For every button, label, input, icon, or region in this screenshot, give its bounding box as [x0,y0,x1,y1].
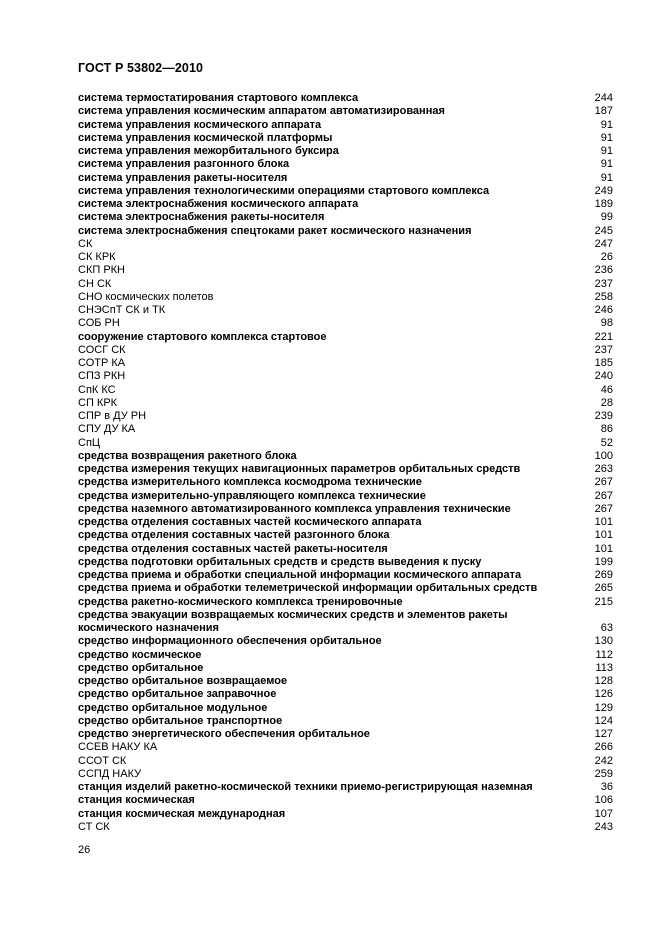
index-page-ref: 112 [595,648,613,661]
index-entry [78,529,613,542]
index-entry [78,649,613,662]
index-page-ref: 98 [600,317,613,330]
index-term: система управления разгонного блока [78,158,290,171]
index-page-ref: 86 [600,423,613,436]
index-page-ref: 101 [594,516,613,528]
index-term: СпК КС [78,383,116,396]
index-page-ref: 236 [594,264,613,277]
index-entry [78,437,613,450]
index-term: СНЭСпТ СК и ТК [78,304,166,316]
index-page-ref: 128 [594,675,613,687]
index-term: ССЕВ НАКУ КА [78,741,158,754]
index-entry [78,821,613,834]
index-page-ref: 100 [594,449,613,462]
index-entry [78,384,613,397]
index-page-ref: 259 [594,767,613,780]
index-term: система электроснабжения космического аппарата [78,198,359,210]
index-page-ref: 129 [594,701,613,714]
index-entry [78,728,613,741]
index-term: средство орбитальное заправочное [78,688,277,701]
index-page-ref: 52 [600,436,613,449]
index-page-ref: 249 [594,184,613,197]
index-entry [78,317,613,330]
index-page-ref: 263 [594,463,613,475]
index-page-ref: 107 [594,807,613,820]
index-page-ref: 91 [600,131,613,144]
index-page-ref: 126 [594,688,613,701]
index-entry [78,278,613,291]
index-page-ref: 185 [594,357,613,369]
index-entry [78,397,613,410]
index-entry [78,768,613,781]
index-entry [78,662,613,675]
index-page-ref: 237 [594,277,613,290]
index-term: средства приема и обработки специальной информации космического аппарата [78,569,522,581]
index-page-ref: 91 [600,118,613,131]
index-page-ref: 242 [594,754,613,767]
index-term: система управления ракеты-носителя [78,171,288,184]
index-entry [78,582,613,595]
index-entry [78,119,613,132]
index-entry [78,92,613,105]
index-term: средства отделения составных частей разгонного блока [78,529,390,542]
index-page-ref: 101 [594,542,613,555]
index-entry [78,635,613,648]
index-entry [78,596,613,609]
index-page-ref: 237 [594,343,613,356]
index-entry [78,609,613,636]
index-entry [78,357,613,370]
index-entry [78,503,613,516]
index-term: средства отделения составных частей космического аппарата [78,516,422,528]
index-page-ref: 106 [594,794,613,807]
index-page-ref: 99 [600,211,613,224]
index-term: средства измерительно-управляющего комплекса технические [78,489,426,502]
index-term: средства эвакуации возвращаемых космических средств и элементов ракеты космического назначения [78,608,508,634]
index-term: СПУ ДУ КА [78,423,136,436]
index-term: средства возвращения ракетного блока [78,449,297,462]
index-page-ref: 266 [594,741,613,754]
index-page-ref: 91 [600,145,613,157]
index-term: СК [78,237,93,250]
index-term: средство космическое [78,648,202,661]
index-entry [78,172,613,185]
index-entry [78,423,613,436]
index-entry [78,185,613,198]
index-term: СОСГ СК [78,343,126,356]
index-entry [78,331,613,344]
index-page-ref: 26 [600,251,613,263]
index-entry [78,198,613,211]
index-entry [78,450,613,463]
index-entry [78,304,613,317]
index-page-ref: 267 [594,476,613,489]
index-term: средство орбитальное транспортное [78,714,283,727]
index-entry [78,808,613,821]
index-term: система управления космической платформы [78,131,333,144]
index-term: система управления межорбитального буксира [78,145,339,157]
index-entry [78,556,613,569]
index-term: система электроснабжения ракеты-носителя [78,211,325,224]
index-term: СКП РКН [78,264,126,277]
index-page-ref: 28 [600,396,613,409]
index-page-ref: 46 [600,383,613,396]
index-page-ref: 127 [594,728,613,740]
index-page-ref: 239 [594,410,613,422]
index-page-ref: 221 [594,330,613,343]
index-entry [78,344,613,357]
index-entry [78,675,613,688]
index-page-ref: 124 [594,714,613,727]
index-term: ССПД НАКУ [78,767,142,780]
index-entry [78,476,613,489]
index-entry [78,158,613,171]
index-page-ref: 247 [594,237,613,250]
index-page-ref: 36 [600,781,613,793]
index-page-ref: 130 [594,635,613,648]
index-term: средство орбитальное возвращаемое [78,675,288,687]
index-term: средства приема и обработки телеметрической информации орбитальных средств [78,582,538,595]
page-number: 26 [78,844,91,856]
index-term: средства измерения текущих навигационных параметров орбитальных средств [78,463,521,475]
index-term: станция космическая [78,794,195,807]
index-term: средство орбитальное модульное [78,701,268,714]
index-page-ref: 245 [594,224,613,237]
index-term: система управления технологическими операциями стартового комплекса [78,184,490,197]
index-entry [78,794,613,807]
index-entry [78,225,613,238]
index-term: СК КРК [78,251,116,263]
index-entry [78,145,613,158]
index-page-ref: 91 [600,158,613,171]
index-entry [78,291,613,304]
index-entry [78,741,613,754]
index-list [78,92,613,834]
index-term: система термостатирования стартового комплекса [78,92,359,104]
index-page-ref: 267 [594,502,613,515]
index-page-ref: 258 [594,290,613,303]
index-page-ref: 113 [595,661,613,674]
index-entry [78,463,613,476]
index-entry [78,251,613,264]
index-term: станция космическая международная [78,807,286,820]
index-entry [78,688,613,701]
index-page-ref: 63 [600,622,613,634]
index-entry [78,105,613,118]
index-page-ref: 187 [594,105,613,118]
index-entry [78,702,613,715]
index-page-ref: 101 [594,529,613,542]
index-entry [78,715,613,728]
index-term: средство информационного обеспечения орбитальное [78,635,382,648]
index-page-ref: 267 [594,489,613,502]
index-term: СТ СК [78,820,110,833]
index-term: сооружение стартового комплекса стартовое [78,330,327,343]
index-term: СНО космических полетов [78,290,214,303]
index-term: СПЗ РКН [78,370,126,383]
index-term: система электроснабжения спецтоками ракет космического назначения [78,224,472,237]
index-page-ref: 91 [600,171,613,184]
index-entry [78,370,613,383]
index-term: средство энергетического обеспечения орбитальное [78,728,370,740]
index-page-ref: 246 [594,304,613,316]
index-page-ref: 243 [594,820,613,833]
index-term: средства отделения составных частей ракеты-носителя [78,542,388,555]
index-page-ref: 265 [594,582,613,595]
index-page-ref: 269 [594,569,613,581]
index-term: СН СК [78,277,112,290]
index-page-ref: 199 [594,555,613,568]
index-term: средства наземного автоматизированного комплекса управления технические [78,502,511,515]
index-term: средство орбитальное [78,661,204,674]
index-term: средства подготовки орбитальных средств и средств выведения к пуску [78,555,482,568]
index-entry [78,543,613,556]
index-term: СПР в ДУ РН [78,410,147,422]
index-entry [78,516,613,529]
index-entry [78,211,613,224]
index-entry [78,490,613,503]
index-term: ССОТ СК [78,754,127,767]
index-entry [78,755,613,768]
index-term: СП КРК [78,396,118,409]
index-page-ref: 215 [594,595,613,608]
index-entry [78,264,613,277]
index-term: СОБ РН [78,317,120,330]
index-page-ref: 189 [594,198,613,210]
index-term: СОТР КА [78,357,126,369]
index-entry [78,132,613,145]
index-term: система управления космическим аппаратом автоматизированная [78,105,445,118]
index-page-ref: 240 [594,370,613,383]
index-entry [78,238,613,251]
index-term: СпЦ [78,436,101,449]
index-entry [78,569,613,582]
index-page-ref: 244 [594,92,613,104]
index-entry [78,781,613,794]
index-term: станция изделий ракетно-космической техники приемо-регистрирующая наземная [78,781,533,793]
index-term: средства ракетно-космического комплекса тренировочные [78,595,403,608]
index-term: система управления космического аппарата [78,118,322,131]
index-term: средства измерительного комплекса космодрома технические [78,476,422,489]
index-entry [78,410,613,423]
document-header: ГОСТ Р 53802—2010 [78,61,204,75]
